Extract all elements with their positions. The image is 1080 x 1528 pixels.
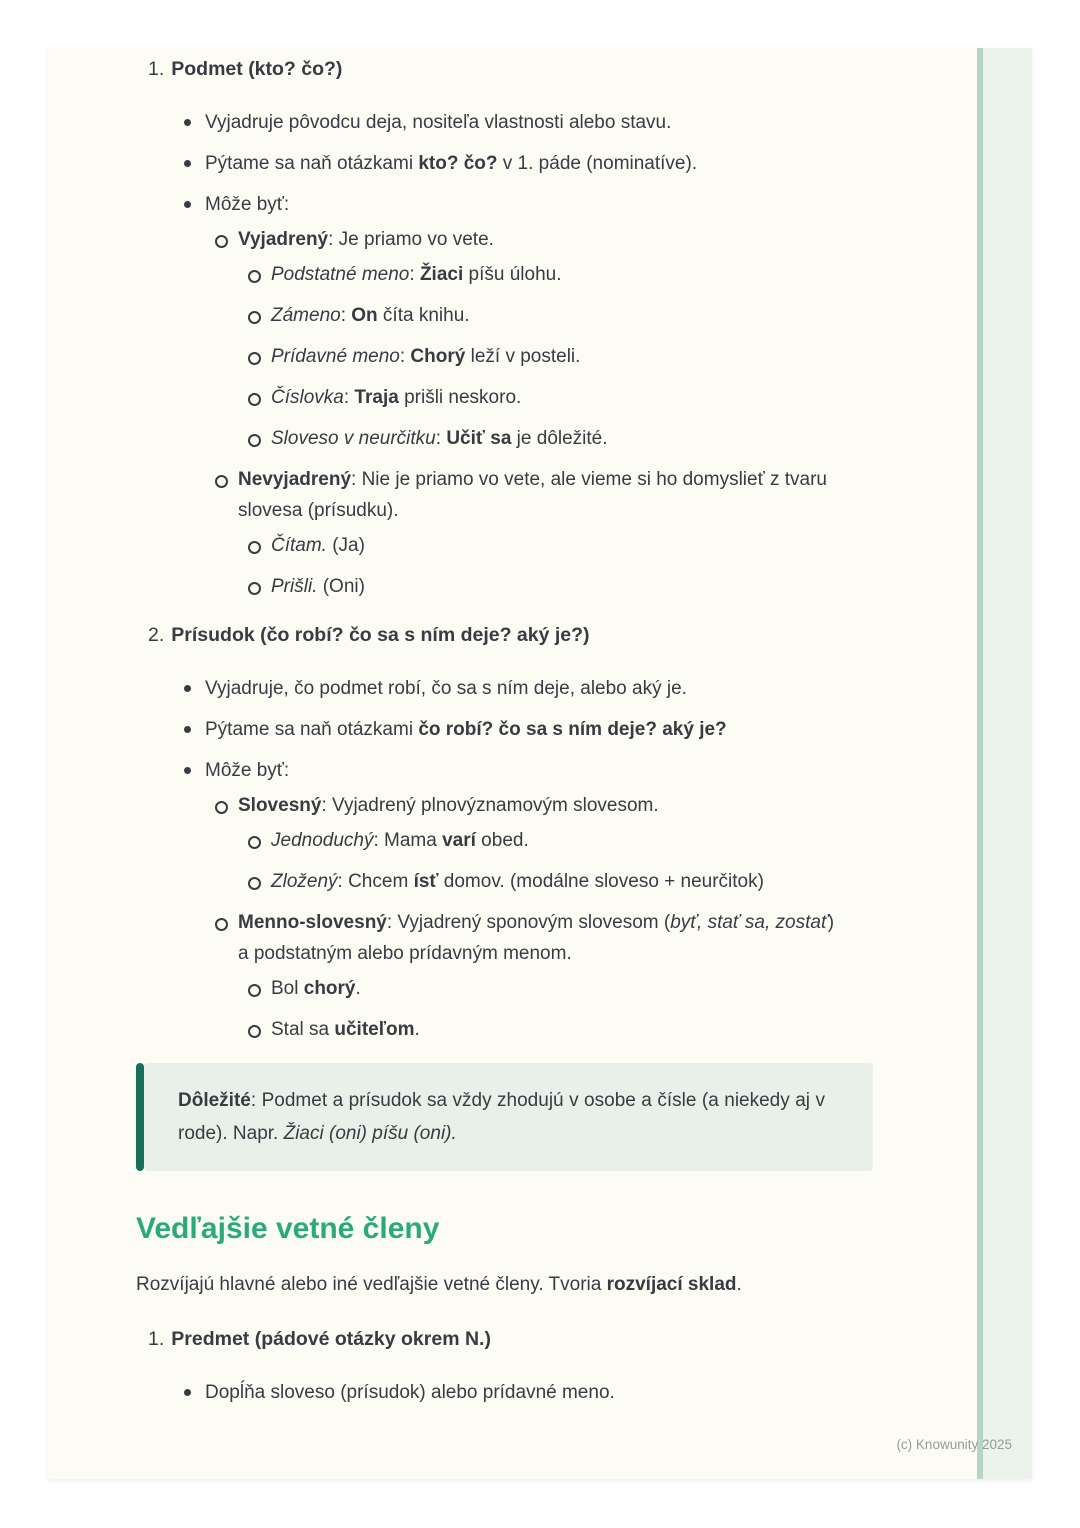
page-subheading: Vedľajšie vetné členy [136,1212,440,1245]
section-heading-prisudok [148,620,912,651]
list-item-text: Slovesný: Vyjadrený plnovýznamovým slovesom. [238,795,659,816]
section-number: 1. [148,58,165,80]
section-heading-podmet [148,54,912,85]
list-item-text: Menno-slovesný: Vyjadrený sponovým slovesom (byť, stať sa, zostať) a podstatným alebo prídavným menom. [238,912,835,964]
sub-list [205,224,912,602]
list-item: Vyjadruje pôvodcu deja, nositeľa vlastnosti alebo stavu. [205,107,912,138]
list-item: Zložený: Chcem ísť domov. (modálne sloveso + neurčitok) [271,866,838,897]
section-title: Podmet (kto? čo?) [171,58,343,80]
list-item: Dopĺňa sloveso (prísudok) alebo prídavné meno. [205,1377,912,1408]
document-content [48,48,1032,1408]
list-item [205,189,912,602]
document-card [48,48,1032,1479]
sub-list [205,790,912,1045]
list-item-text: Môže byť: [205,194,290,215]
list-item: Prišli. (Oni) [271,571,838,602]
section-number: 2. [148,624,165,646]
bullet-list [148,673,912,1045]
example-list [238,825,838,897]
list-item: Čítam. (Ja) [271,530,838,561]
list-item: Bol chorý. [271,973,838,1004]
list-item: Zámeno: On číta knihu. [271,300,838,331]
list-item: Prídavné meno: Chorý leží v posteli. [271,341,838,372]
list-item [238,790,838,897]
list-item [238,224,838,454]
important-callout [136,1063,873,1171]
section-heading-predmet [148,1324,912,1355]
list-item: Jednoduchý: Mama varí obed. [271,825,838,856]
section-podmet [136,54,912,602]
list-item: Vyjadruje, čo podmet robí, čo sa s ním deje, alebo aký je. [205,673,912,704]
list-item: Stal sa učiteľom. [271,1014,838,1045]
callout-accent-bar [136,1063,144,1171]
list-item: Pýtame sa naň otázkami čo robí? čo sa s ním deje? aký je? [205,714,912,745]
list-item-text: Vyjadrený: Je priamo vo vete. [238,229,494,250]
example-list [238,973,838,1045]
list-item: Sloveso v neurčitku: Učiť sa je dôležité. [271,423,838,454]
section-number: 1. [148,1328,165,1350]
callout-text: Dôležité: Podmet a prísudok sa vždy zhodujú v osobe a čísle (a niekedy aj v rode). Napr. Žiaci (oni) píšu (oni). [144,1063,873,1171]
intro-paragraph: Rozvíjajú hlavné alebo iné vedľajšie vetné členy. Tvoria rozvíjací sklad. [136,1274,742,1295]
section-predmet [136,1324,912,1408]
list-item [238,907,838,1045]
list-item: Pýtame sa naň otázkami kto? čo? v 1. páde (nominatíve). [205,148,912,179]
section-title: Prísudok (čo robí? čo sa s ním deje? aký je?) [171,624,590,646]
bullet-list [148,107,912,602]
list-item: Číslovka: Traja prišli neskoro. [271,382,838,413]
example-list [238,259,838,454]
list-item: Podstatné meno: Žiaci píšu úlohu. [271,259,838,290]
list-item [238,464,838,602]
list-item-text: Môže byť: [205,760,290,781]
list-item-text: Nevyjadrený: Nie je priamo vo vete, ale vieme si ho domyslieť z tvaru slovesa (prísudku). [238,469,827,521]
section-title: Predmet (pádové otázky okrem N.) [171,1328,491,1350]
example-list [238,530,838,602]
section-prisudok [136,620,912,1045]
list-item [205,755,912,1045]
bullet-list [148,1377,912,1408]
copyright-watermark: (c) Knowunity 2025 [896,1437,1012,1452]
